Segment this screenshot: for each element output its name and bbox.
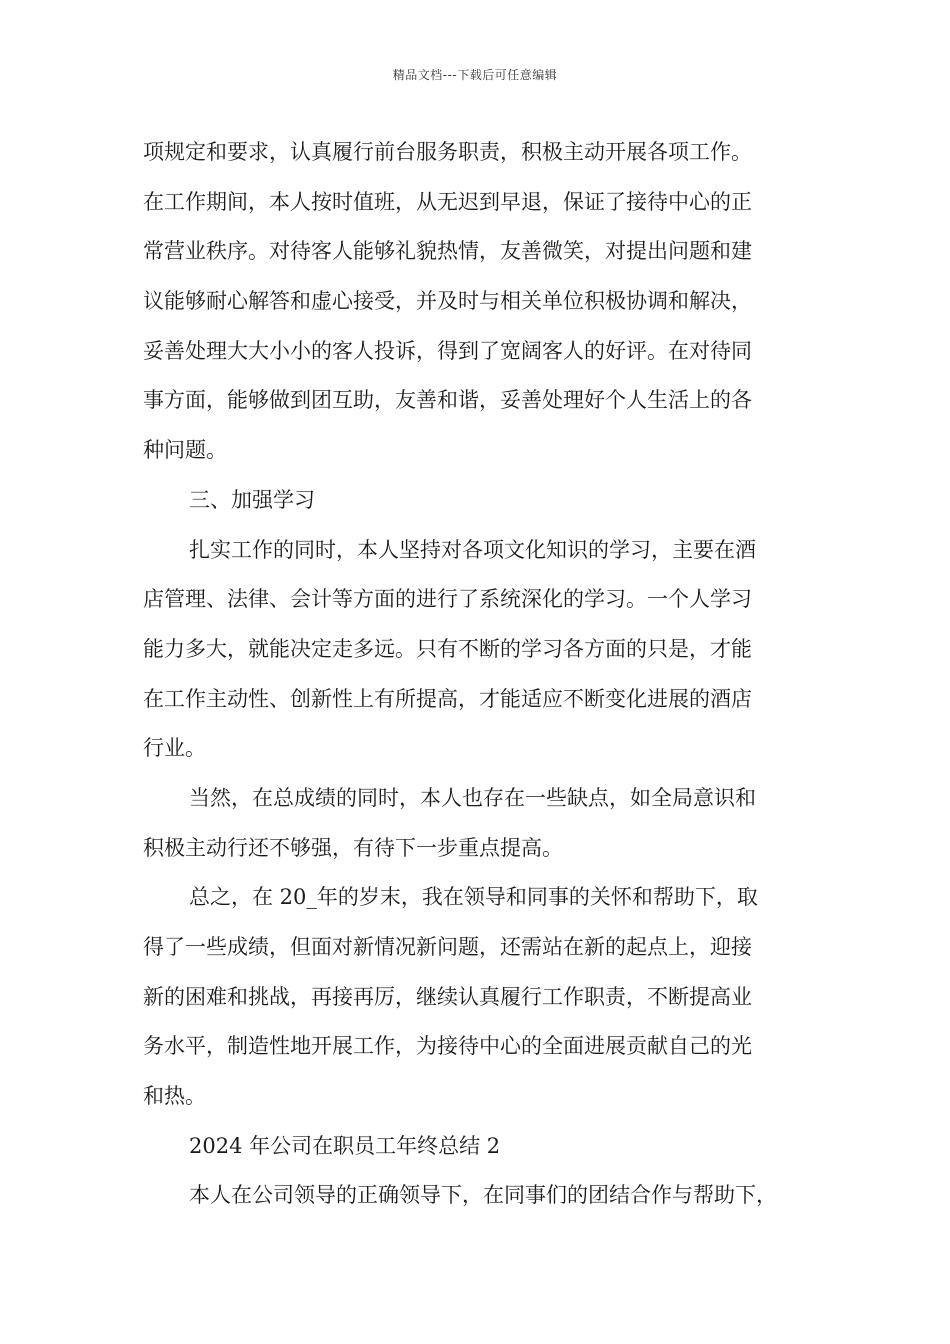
text-line: 妥善处理大大小小的客人投诉，得到了宽阔客人的好评。在对待同 [143,338,752,363]
paragraph-start-line: 当然，在总成绩的同时，本人也存在一些缺点，如全局意识和 [189,785,756,810]
page-header: 精品文档---下载后可任意编辑 [392,68,558,82]
text-line: 常营业秩序。对待客人能够礼貌热情，友善微笑，对提出问题和建 [143,239,752,264]
text-line: 行业。 [143,736,206,761]
text-line: 在工作主动性、创新性上有所提高，才能适应不断变化进展的酒店 [143,686,752,711]
paragraph-start-line: 本人在公司领导的正确领导下，在同事们的团结合作与帮助下， [189,1183,777,1208]
text-line: 种问题。 [143,438,227,463]
text-line: 积极主动行还不够强，有待下一步重点提高。 [143,835,563,860]
text-line: 项规定和要求，认真履行前台服务职责，积极主动开展各项工作。 [143,140,752,164]
document-body [143,128,823,1221]
section-heading: 三、加强学习 [189,487,315,512]
paragraph-start-line: 总之，在 20_年的岁末，我在领导和同事的关怀和帮助下，取 [189,885,758,910]
text-line: 店管理、法律、会计等方面的进行了系统深化的学习。一个人学习 [143,587,752,612]
text-line: 议能够耐心解答和虚心接受，并及时与相关单位积极协调和解决， [143,289,752,314]
paragraph-start-line: 扎实工作的同时，本人坚持对各项文化知识的学习，主要在酒 [189,537,756,562]
text-line: 得了一些成绩，但面对新情况新问题，还需站在新的起点上，迎接 [143,935,752,959]
text-line: 务水平，制造性地开展工作，为接待中心的全面进展贡献自己的光 [143,1034,752,1059]
text-line: 和热。 [143,1084,206,1109]
text-line: 在工作期间，本人按时值班，从无迟到早退，保证了接待中心的正 [143,189,752,214]
text-line: 事方面，能够做到团互助，友善和谐，妥善处理好个人生活上的各 [143,388,752,413]
text-line: 新的困难和挑战，再接再厉，继续认真履行工作职责，不断提高业 [143,984,752,1009]
document-subtitle: 2024 年公司在职员工年终总结 2 [189,1133,501,1158]
text-line: 能力多大，就能决定走多远。只有不断的学习各方面的只是，才能 [143,636,752,661]
